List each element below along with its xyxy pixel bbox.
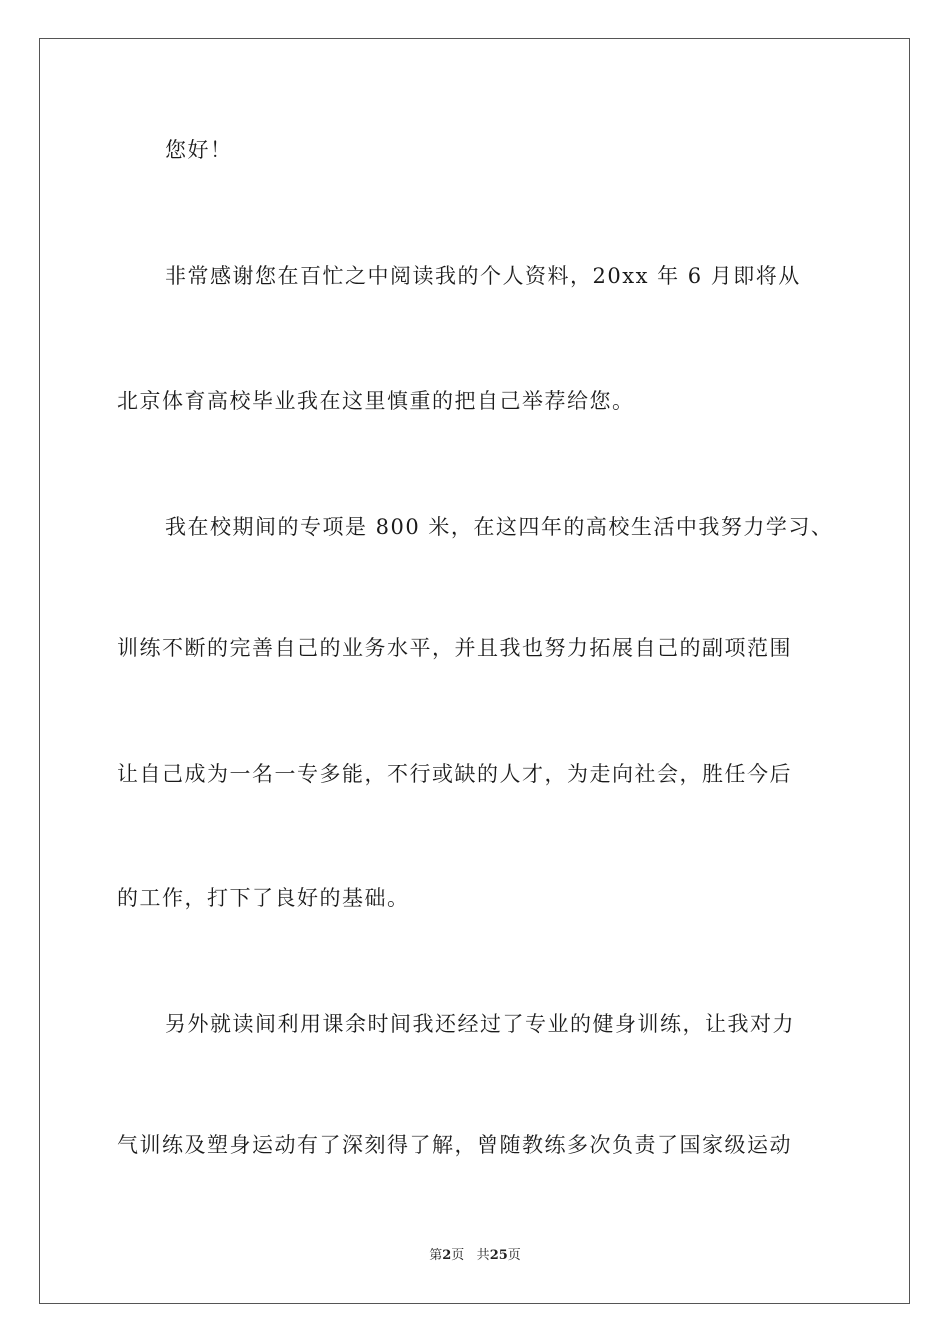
paragraph-2-line-3: 让自己成为一名一专多能，不行或缺的人才，为走向社会，胜任今后: [117, 762, 792, 786]
paragraph-3-line-1: 另外就读间利用课余时间我还经过了专业的健身训练，让我对力: [165, 1012, 795, 1036]
paragraph-1-line-2: 北京体育高校毕业我在这里慎重的把自己举荐给您。: [117, 389, 635, 413]
footer-page-current: 2: [442, 1248, 452, 1263]
footer-total-prefix: 共: [476, 1248, 490, 1263]
paragraph-3-line-2: 气训练及塑身运动有了深刻得了解，曾随教练多次负责了国家级运动: [117, 1133, 792, 1157]
footer-page-prefix: 第: [429, 1248, 443, 1263]
page-footer: [0, 1247, 950, 1265]
paragraph-1-line-1: 非常感谢您在百忙之中阅读我的个人资料，20xx 年 6 月即将从: [165, 264, 801, 288]
footer-page-total: 25: [489, 1248, 508, 1263]
footer-total-suffix: 页: [507, 1248, 521, 1263]
paragraph-2-line-4: 的工作，打下了良好的基础。: [117, 886, 410, 910]
paragraph-2-line-2: 训练不断的完善自己的业务水平，并且我也努力拓展自己的副项范围: [117, 636, 792, 660]
paragraph-2-line-1: 我在校期间的专项是 800 米，在这四年的高校生活中我努力学习、: [165, 515, 834, 539]
greeting-line: 您好！: [165, 138, 233, 162]
footer-page-suffix: 页: [451, 1248, 465, 1263]
page-border: [39, 38, 910, 1304]
